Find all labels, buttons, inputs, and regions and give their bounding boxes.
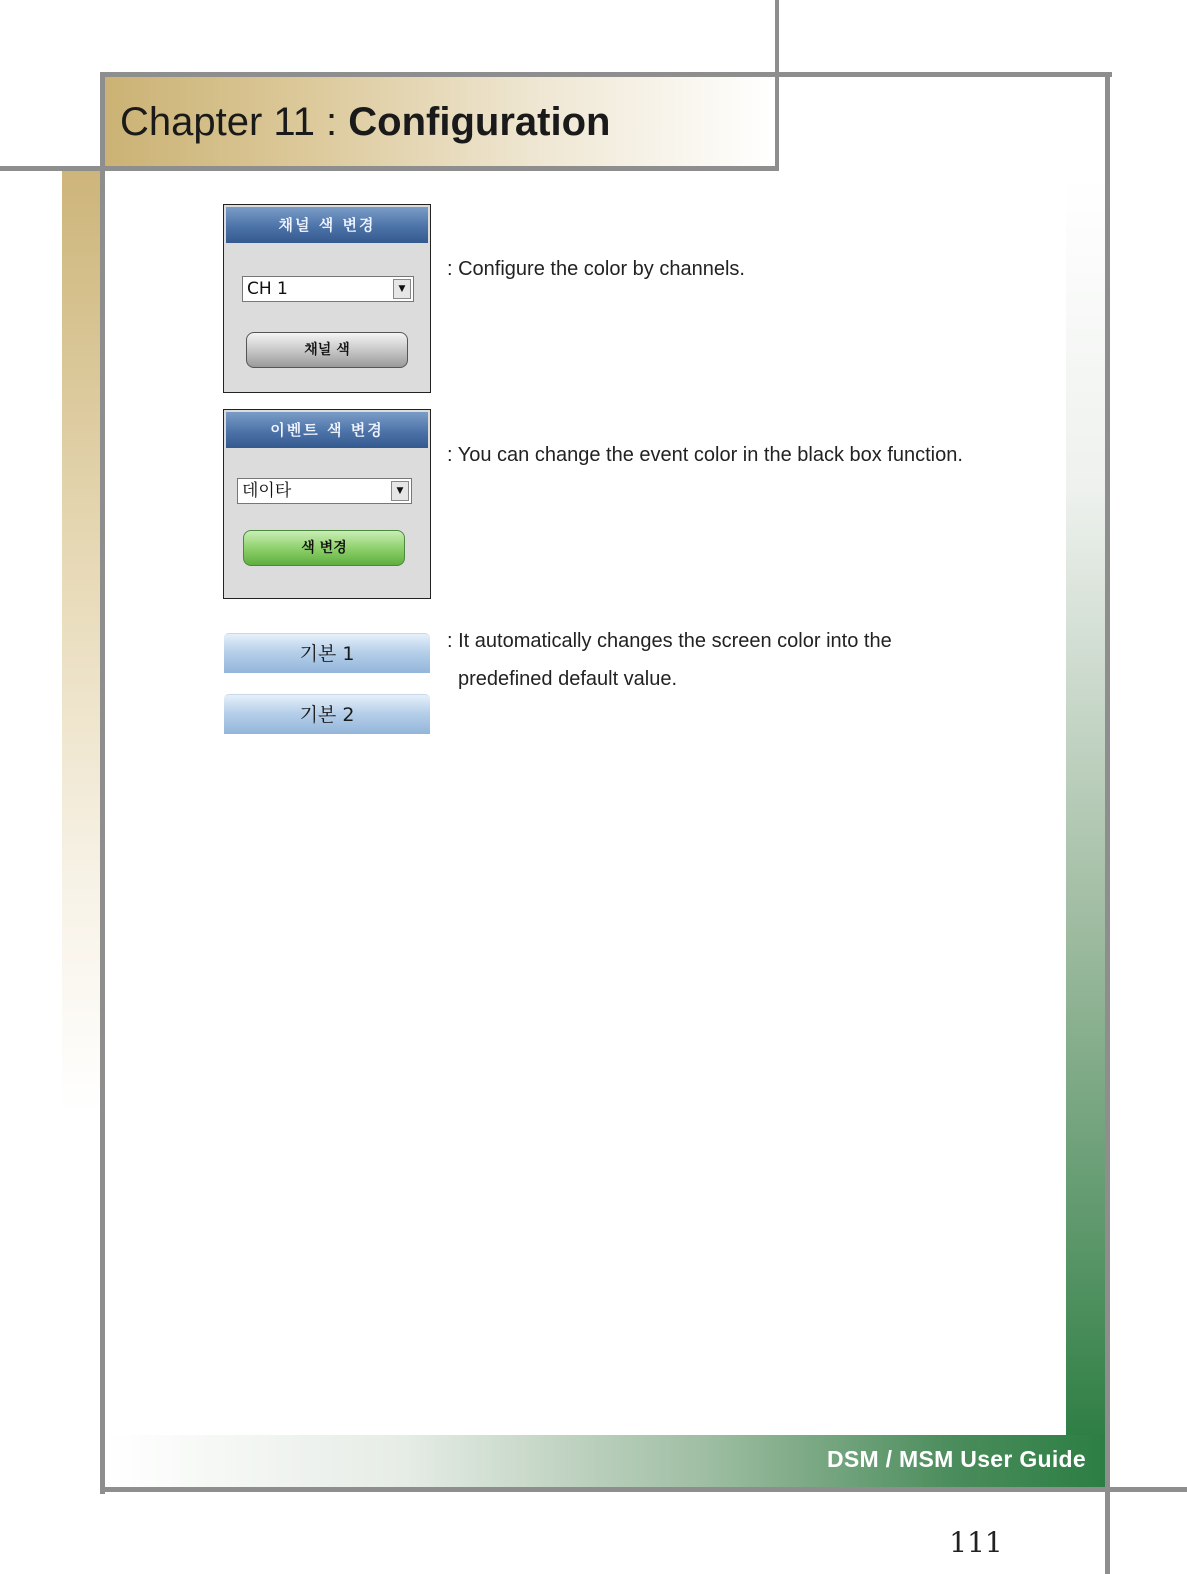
channel-select[interactable] [242, 276, 414, 302]
panel-title: 채널 색 변경 [226, 207, 428, 243]
chevron-down-icon[interactable]: ▼ [393, 279, 411, 299]
channel-color-panel [223, 204, 431, 393]
button-gap [224, 673, 430, 693]
right-decor-band [1066, 175, 1106, 1435]
change-color-button[interactable]: 색 변경 [243, 530, 405, 566]
default-1-button[interactable]: 기본 1 [224, 633, 430, 673]
event-select[interactable] [237, 478, 412, 504]
chevron-down-icon[interactable]: ▼ [391, 481, 409, 501]
frame-line [775, 0, 779, 170]
channel-color-button[interactable]: 채널 색 [246, 332, 408, 368]
left-decor-band [62, 170, 104, 1115]
chapter-name: Configuration [348, 100, 611, 144]
channel-color-description: : Configure the color by channels. [447, 258, 745, 280]
event-select-value: 데이타 [242, 481, 292, 501]
frame-line [1066, 1487, 1187, 1492]
event-color-panel [223, 409, 431, 599]
frame-line [100, 72, 105, 1494]
frame-line [100, 1487, 1112, 1492]
panel-title: 이벤트 색 변경 [226, 412, 428, 448]
frame-line [1105, 72, 1110, 1574]
guide-title: DSM / MSM User Guide [826, 1446, 1086, 1472]
chapter-title [120, 100, 610, 145]
frame-line [0, 166, 779, 171]
default-description-line1: : It automatically changes the screen color into the [447, 630, 892, 652]
default-2-button[interactable]: 기본 2 [224, 694, 430, 734]
event-color-description: : You can change the event color in the black box function. [447, 444, 963, 466]
frame-line [102, 72, 1112, 77]
page-number: 111 [949, 1526, 1003, 1559]
channel-select-value: CH 1 [247, 279, 288, 299]
default-description-line2: predefined default value. [458, 668, 678, 690]
chapter-prefix: Chapter 11 : [120, 100, 349, 144]
